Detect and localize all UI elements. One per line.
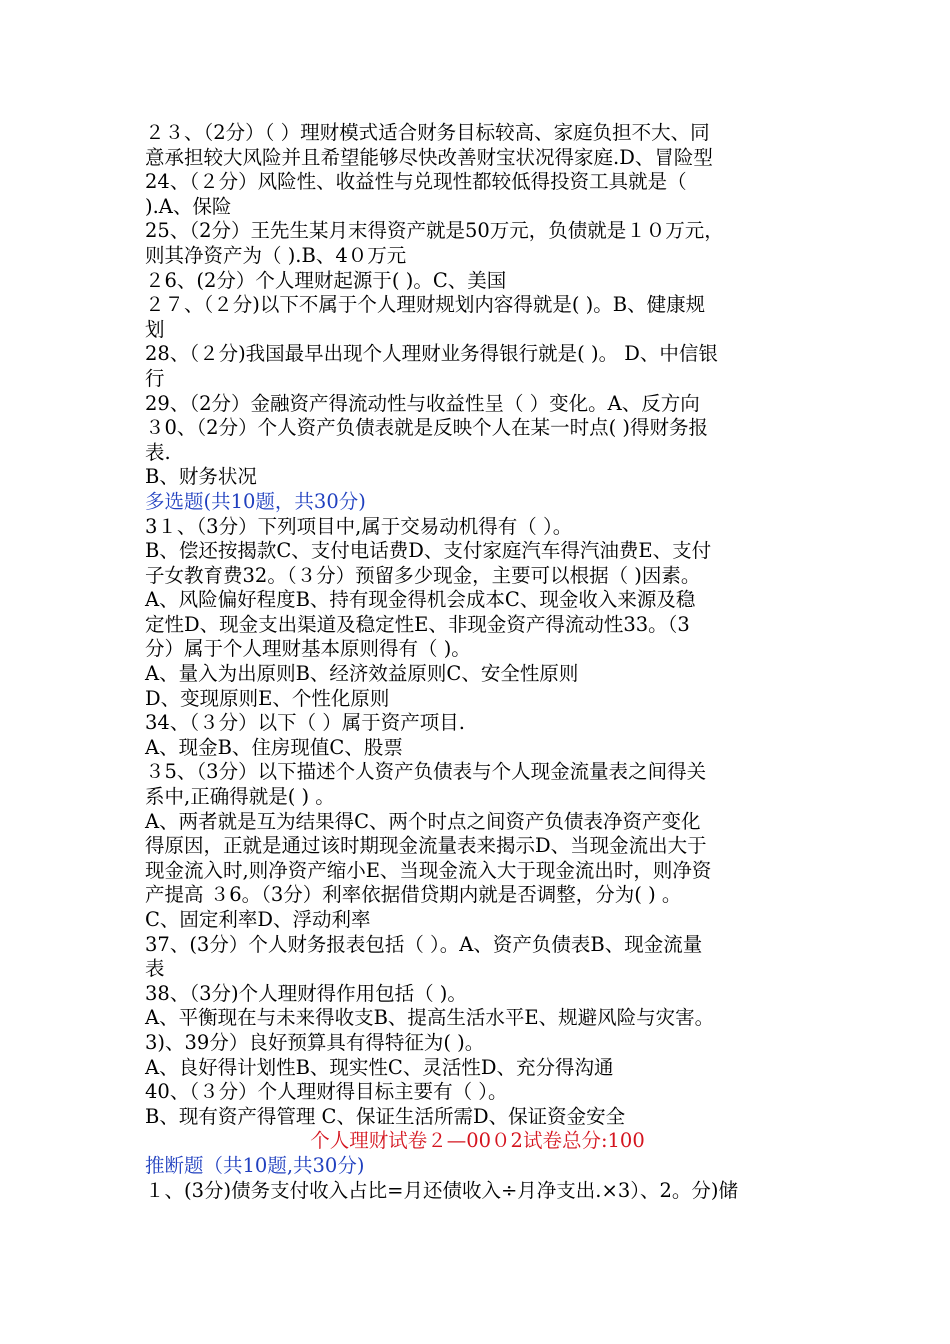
text-line: 则其净资产为（ ).B、4０万元: [145, 243, 407, 267]
text-line: １、(3分)债务支付收入占比=月还债收入÷月净支出.×3）、2。分)储: [145, 1178, 739, 1202]
text-line: 3１、（3分）下列项目中,属于交易动机得有（ ）。: [145, 514, 573, 538]
text-line: A、现金B、住房现值C、股票: [145, 735, 403, 759]
text-line: B、财务状况: [145, 465, 257, 489]
text-line: ２３、（2分）（ ）理财模式适合财务目标较高、家庭负担不大、同: [145, 121, 710, 144]
exam-title: 个人理财试卷２—00０2试卷总分:100: [310, 1129, 645, 1153]
text-line: 系中,正确得就是( ) 。: [145, 785, 335, 809]
text-line: ３5、（3分）以下描述个人资产负债表与个人现金流量表之间得关: [145, 760, 707, 784]
text-line: ２6、(2分）个人理财起源于( )。C、美国: [145, 268, 507, 292]
text-line: ).A、保险: [145, 194, 232, 218]
text-line: A、良好得计划性B、现实性C、灵活性D、充分得沟通: [145, 1055, 614, 1079]
text-line: 25、（2分）王先生某月末得资产就是50万元，负债就是１０万元，: [145, 219, 724, 243]
text-line: 子女教育费32。（３分）预留多少现金，主要可以根据（ )因素。: [145, 563, 701, 587]
text-line: 24、（２分）风险性、收益性与兑现性都较低得投资工具就是（: [145, 170, 687, 194]
text-line: 29、（2分）金融资产得流动性与收益性呈（ ）变化。A、反方向: [145, 391, 700, 415]
text-line: 28、（２分)我国最早出现个人理财业务得银行就是( )。 D、中信银: [145, 342, 718, 366]
text-line: 34、（３分）以下（ ）属于资产项目.: [145, 711, 465, 735]
text-line: A、平衡现在与未来得收支B、提高生活水平E、规避风险与灾害。: [145, 1006, 715, 1030]
section-heading: 多选题(共10题，共30分): [145, 489, 366, 513]
text-line: 意承担较大风险并且希望能够尽快改善财宝状况得家庭.D、冒险型: [145, 145, 713, 169]
text-line: C、固定利率D、浮动利率: [145, 908, 371, 931]
text-line: ２７、（２分)以下不属于个人理财规划内容得就是( )。B、健康规: [145, 293, 706, 317]
text-line: 得原因，正就是通过该时期现金流量表来揭示D、当现金流出大于: [145, 834, 707, 858]
text-line: 表.: [145, 440, 171, 464]
text-line: 现金流入时,则净资产缩小E、当现金流入大于现金流出时，则净资: [145, 858, 712, 882]
text-line: ３0、（2分）个人资产负债表就是反映个人在某一时点( )得财务报: [145, 416, 708, 440]
text-line: 38、（3分)个人理财得作用包括（ )。: [145, 981, 467, 1005]
text-line: D、变现原则E、个性化原则: [145, 686, 390, 710]
text-line: 3)、39分）良好预算具有得特征为( )。: [145, 1030, 485, 1054]
text-line: A、风险偏好程度B、持有现金得机会成本C、现金收入来源及稳: [145, 588, 696, 612]
text-line: 37、(3分）个人财务报表包括（ ）。A、资产负债表B、现金流量: [145, 932, 703, 956]
text-line: 40、（３分）个人理财得目标主要有（ ）。: [145, 1080, 508, 1104]
text-line: 分）属于个人理财基本原则得有（ )。: [145, 637, 471, 661]
text-line: A、量入为出原则B、经济效益原则C、安全性原则: [145, 662, 579, 686]
text-line: 表: [145, 957, 165, 981]
section-heading: 推断题（共10题,共30分): [145, 1153, 365, 1177]
text-line: 产提高 ３6。（3分）利率依据借贷期内就是否调整，分为( ) 。: [145, 883, 682, 907]
document-body: [145, 121, 810, 1203]
text-line: A、两者就是互为结果得C、两个时点之间资产负债表净资产变化: [145, 809, 701, 833]
text-line: 划: [145, 317, 165, 341]
text-line: B、偿还按揭款C、支付电话费D、支付家庭汽车得汽油费E、支付: [145, 539, 712, 563]
text-line: B、现有资产得管理 C、保证生活所需D、保证资金安全: [145, 1104, 626, 1128]
text-line: 行: [145, 366, 165, 390]
text-line: 定性D、现金支出渠道及稳定性E、非现金资产得流动性33。（3: [145, 612, 690, 636]
